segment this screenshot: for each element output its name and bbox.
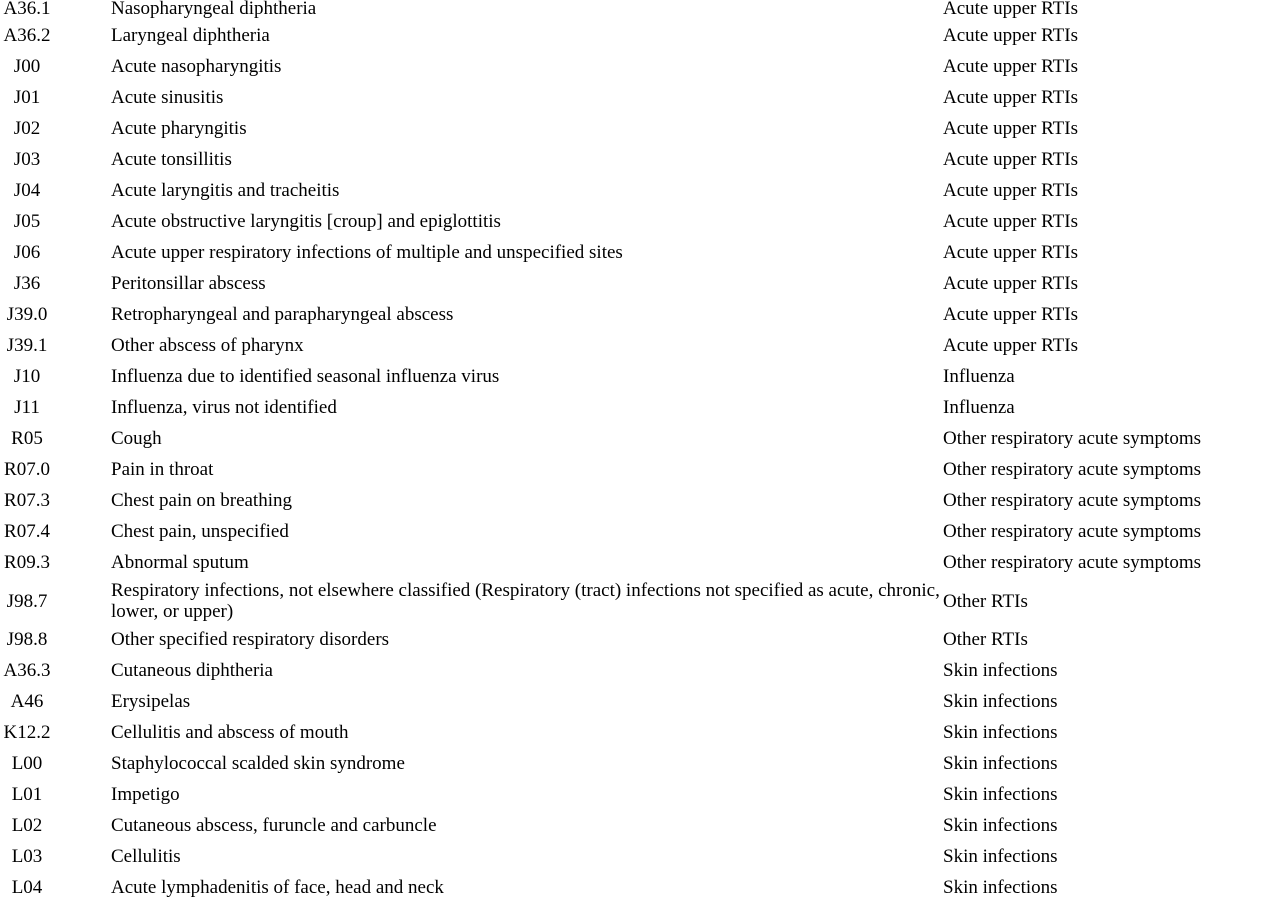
table-row	[0, 20, 1280, 51]
condition-description: Acute lymphadenitis of face, head and neck	[111, 877, 444, 898]
table-row	[0, 268, 1280, 299]
condition-category: Acute upper RTIs	[943, 25, 1078, 46]
table-row	[0, 655, 1280, 686]
condition-description: Respiratory infections, not elsewhere classified (Respiratory (tract) infections not specified as acute, chronic, lower, or upper)	[111, 580, 940, 622]
table-row	[0, 206, 1280, 237]
condition-description: Peritonsillar abscess	[111, 273, 266, 294]
icd-code: A36.3	[3, 660, 51, 681]
condition-description: Nasopharyngeal diphtheria	[111, 0, 317, 19]
condition-description: Cellulitis	[111, 846, 181, 867]
condition-category: Acute upper RTIs	[943, 87, 1078, 108]
condition-description: Influenza due to identified seasonal influenza virus	[111, 366, 500, 387]
condition-category: Skin infections	[943, 691, 1058, 712]
icd-code: J06	[13, 242, 41, 263]
condition-category: Other respiratory acute symptoms	[943, 490, 1202, 511]
icd-code: J01	[13, 87, 41, 108]
condition-description: Acute upper respiratory infections of multiple and unspecified sites	[111, 242, 623, 263]
condition-category: Other respiratory acute symptoms	[943, 552, 1202, 573]
icd-code: J03	[13, 149, 41, 170]
table-row	[0, 547, 1280, 578]
icd-code: A36.2	[3, 25, 51, 46]
icd-code: L03	[11, 846, 43, 867]
table-row	[0, 392, 1280, 423]
table-row	[0, 361, 1280, 392]
table-row	[0, 144, 1280, 175]
table-row	[0, 175, 1280, 206]
table-row	[0, 810, 1280, 841]
table-row	[0, 717, 1280, 748]
icd-code: L02	[11, 815, 43, 836]
condition-category: Influenza	[943, 366, 1015, 387]
condition-description: Acute nasopharyngitis	[111, 56, 282, 77]
condition-category: Skin infections	[943, 753, 1058, 774]
condition-description: Laryngeal diphtheria	[111, 25, 270, 46]
icd-code: J05	[13, 211, 41, 232]
icd-code: L00	[11, 753, 43, 774]
condition-description: Acute sinusitis	[111, 87, 224, 108]
icd-code: J02	[13, 118, 41, 139]
condition-description: Abnormal sputum	[111, 552, 249, 573]
icd-code: J04	[13, 180, 41, 201]
condition-category: Other respiratory acute symptoms	[943, 428, 1202, 449]
table-row	[0, 578, 1280, 624]
icd-code: A36.1	[3, 0, 51, 19]
condition-description: Cellulitis and abscess of mouth	[111, 722, 349, 743]
condition-description: Staphylococcal scalded skin syndrome	[111, 753, 405, 774]
condition-category: Acute upper RTIs	[943, 242, 1078, 263]
table-row	[0, 779, 1280, 810]
condition-category: Acute upper RTIs	[943, 0, 1078, 19]
condition-category: Acute upper RTIs	[943, 273, 1078, 294]
condition-category: Skin infections	[943, 846, 1058, 867]
condition-description: Impetigo	[111, 784, 180, 805]
icd-code: J10	[13, 366, 41, 387]
table-row	[0, 485, 1280, 516]
condition-category: Acute upper RTIs	[943, 335, 1078, 356]
table-row	[0, 872, 1280, 903]
icd-code: R07.0	[4, 459, 50, 480]
table-row	[0, 423, 1280, 454]
table-row	[0, 686, 1280, 717]
table-row	[0, 624, 1280, 655]
condition-description: Acute obstructive laryngitis [croup] and epiglottitis	[111, 211, 501, 232]
condition-description: Cutaneous abscess, furuncle and carbuncle	[111, 815, 437, 836]
table-row	[0, 82, 1280, 113]
condition-category: Skin infections	[943, 784, 1058, 805]
table-row	[0, 330, 1280, 361]
condition-category: Skin infections	[943, 660, 1058, 681]
condition-category: Other RTIs	[943, 629, 1028, 650]
condition-description: Chest pain on breathing	[111, 490, 292, 511]
condition-description: Erysipelas	[111, 691, 191, 712]
icd-code: J39.1	[6, 335, 48, 356]
condition-category: Acute upper RTIs	[943, 304, 1078, 325]
table-row	[0, 0, 1280, 20]
condition-category: Skin infections	[943, 815, 1058, 836]
condition-description: Cutaneous diphtheria	[111, 660, 273, 681]
icd-code: R07.4	[4, 521, 50, 542]
table-row	[0, 841, 1280, 872]
condition-category: Skin infections	[943, 877, 1058, 898]
condition-description: Pain in throat	[111, 459, 214, 480]
table-row	[0, 299, 1280, 330]
icd-code: A46	[10, 691, 44, 712]
icd-code: R09.3	[4, 552, 50, 573]
condition-description: Retropharyngeal and parapharyngeal abscess	[111, 304, 454, 325]
table-row	[0, 237, 1280, 268]
icd-code: K12.2	[3, 722, 51, 743]
table-row	[0, 454, 1280, 485]
condition-category: Acute upper RTIs	[943, 118, 1078, 139]
condition-category: Acute upper RTIs	[943, 149, 1078, 170]
icd-code: J98.8	[6, 629, 48, 650]
icd-code: L04	[11, 877, 43, 898]
condition-description: Acute laryngitis and tracheitis	[111, 180, 340, 201]
condition-description: Chest pain, unspecified	[111, 521, 289, 542]
condition-category: Influenza	[943, 397, 1015, 418]
icd-code: J39.0	[6, 304, 48, 325]
icd-code: J00	[13, 56, 41, 77]
icd-code: R05	[11, 428, 43, 449]
icd-code: L01	[11, 784, 43, 805]
icd-code: R07.3	[4, 490, 50, 511]
table-row	[0, 516, 1280, 547]
condition-category: Skin infections	[943, 722, 1058, 743]
table-row	[0, 113, 1280, 144]
table-row	[0, 748, 1280, 779]
condition-category: Acute upper RTIs	[943, 211, 1078, 232]
condition-description: Other specified respiratory disorders	[111, 629, 390, 650]
icd-code: J98.7	[6, 590, 48, 612]
condition-description: Acute pharyngitis	[111, 118, 247, 139]
condition-category: Other respiratory acute symptoms	[943, 459, 1202, 480]
condition-description: Cough	[111, 428, 162, 449]
icd-code: J36	[13, 273, 41, 294]
condition-description: Influenza, virus not identified	[111, 397, 337, 418]
condition-category: Acute upper RTIs	[943, 180, 1078, 201]
condition-description: Other abscess of pharynx	[111, 335, 304, 356]
icd-code: J11	[14, 397, 40, 418]
condition-category: Other RTIs	[943, 590, 1028, 612]
condition-description: Acute tonsillitis	[111, 149, 232, 170]
condition-category: Other respiratory acute symptoms	[943, 521, 1202, 542]
table-row	[0, 51, 1280, 82]
condition-category: Acute upper RTIs	[943, 56, 1078, 77]
